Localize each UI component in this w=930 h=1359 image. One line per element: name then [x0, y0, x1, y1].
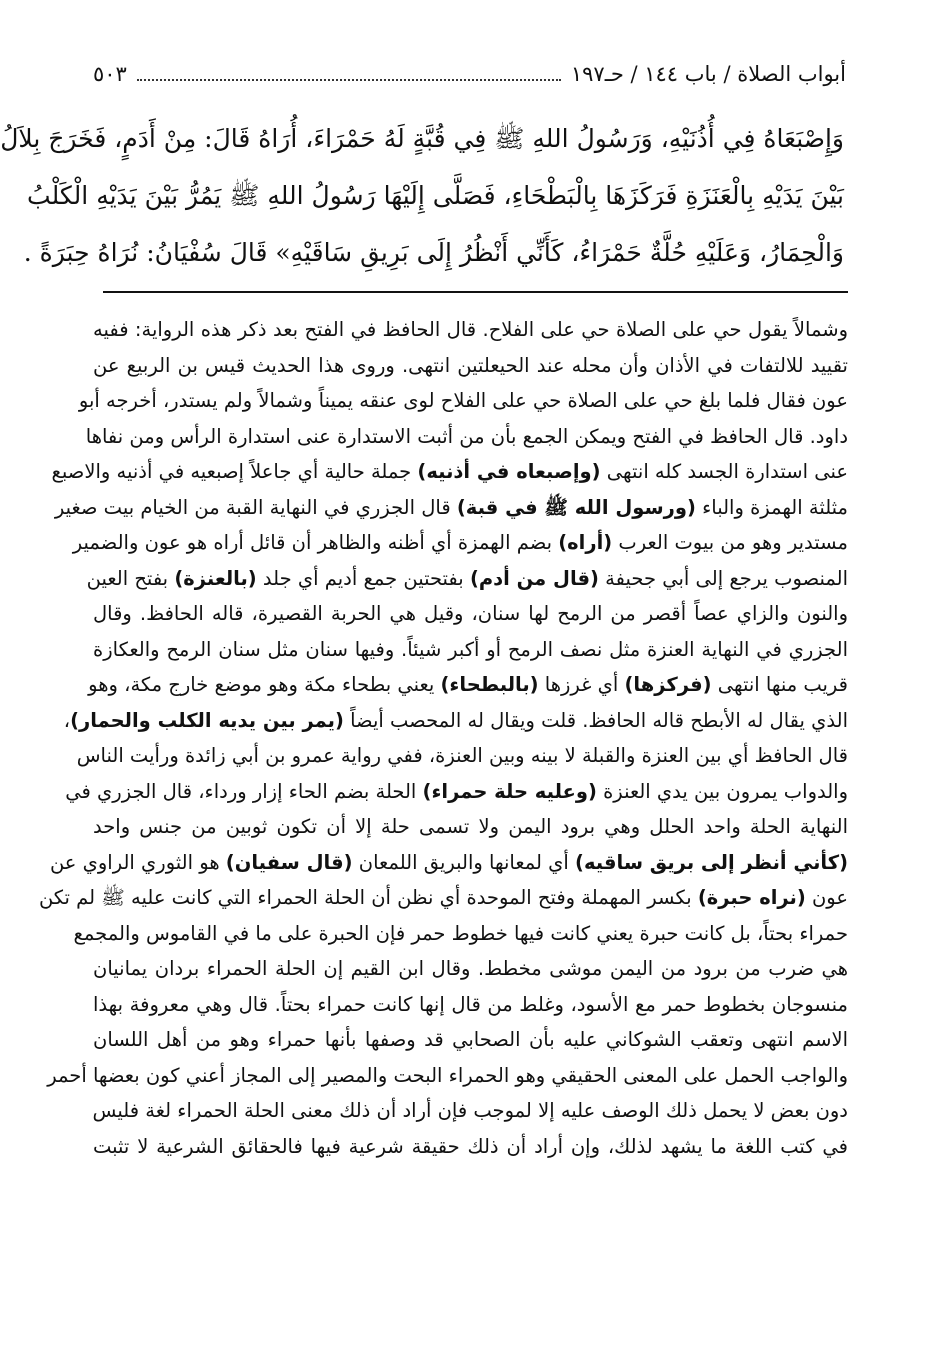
- commentary-segment: بفتح العين: [86, 566, 175, 590]
- commentary-segment: عنى استدارة الجسد كله انتهى: [600, 460, 848, 483]
- commentary-segment: دون بعض لا يحمل ذلك الوصف عليه إلا لموجب فإن أراد أن ذلك معنى الحلة الحمراء لغة فليس: [92, 1099, 848, 1122]
- commentary-segment: بفتحتين جمع أديم أي جلد: [256, 566, 470, 590]
- commentary-segment: هو الثوري الراوي عن: [49, 850, 226, 874]
- commentary-line: [93, 596, 848, 632]
- hadith-line: بَيْنَ يَدَيْهِ بِالْعَنَزَةِ فَرَكَزَهَا بِالْبَطْحَاءِ، فَصَلَّى إِلَيْهَا رَسُولُ اللهِ ﷺ يَمُرُّ بَيْنَ يَدَيْهِ الْكَلْبُ: [27, 181, 844, 210]
- commentary-line: [73, 916, 848, 952]
- commentary-segment: عون: [805, 886, 848, 909]
- commentary-segment: قريب منها انتهى: [711, 673, 848, 696]
- hadith-line: وَإِصْبَعَاهُ فِي أُذُنَيْهِ، وَرَسُولُ اللهِ ﷺ فِي قُبَّةٍ لَهُ حَمْرَاءَ، أُرَاهُ قَالَ: مِنْ أَدَمٍ، فَخَرَجَ بِلاَلُ: [0, 124, 844, 153]
- commentary-segment: قال الحافظ أي بين العنزة والقبلة لا بينه وبين العنزة، ففي رواية عمرو بن أبي زائدة ورأيت الناس: [76, 744, 848, 767]
- commentary-segment: داود. قال الحافظ في الفتح ويمكن الجمع بأن من أثبت الاستدارة عنى استدارة الرأس ومن نفاها: [85, 424, 848, 448]
- commentary-segment: منسوجان بخطوط حمر مع الأسود، وغلط من قال إنها كانت حمراء بحتاً. قال وهي معروفة بهذا: [93, 992, 848, 1016]
- quoted-phrase: (بالعنزة): [174, 566, 257, 590]
- commentary-segment: ،: [63, 708, 71, 732]
- commentary-segment: بكسر المهملة وفتح الموحدة أي نظن أن الحلة الحمراء التي كانت عليه ﷺ لم تكن: [38, 886, 698, 909]
- commentary-segment: مستدير وهو من بيوت العرب: [612, 531, 848, 554]
- commentary-segment: أي لمعانها والبريق اللمعان: [352, 850, 576, 874]
- commentary-line: [65, 774, 848, 810]
- commentary-line: [72, 525, 848, 561]
- commentary-line: [86, 561, 848, 597]
- commentary-line: [93, 1129, 848, 1165]
- commentary-line: [93, 951, 848, 987]
- commentary-line: [38, 880, 848, 916]
- commentary-segment: مثلثة الهمزة والباء: [695, 495, 848, 519]
- commentary-segment: يعني بطحاء مكة وهو موضع خارج مكة، وهو: [88, 673, 441, 696]
- commentary-line: [78, 383, 848, 419]
- commentary-segment: الجزري في النهاية العنزة مثل نصف الرمح أو أكبر شيئاً. وفيها سنان مثل سنان الرمح والعكازة: [93, 637, 848, 661]
- commentary-segment: بضم الهمزة أي أظنه والظاهر أن قائل أراه هو عون والضمير: [72, 531, 559, 554]
- commentary-segment: النهاية الحلة واحد الحلل وهي برود اليمن ولا تسمى حلة إلا أن تكون ثوبين من جنس واحد: [93, 815, 848, 838]
- quoted-phrase: (وإصبعاه في أذنيه): [417, 460, 601, 483]
- commentary-line: [93, 312, 848, 348]
- commentary-line: [85, 419, 848, 455]
- commentary-segment: جملة حالية أي جاعلاً إصبعيه في أذنيه والاصبع: [51, 460, 418, 483]
- commentary-segment: الحلة بضم الحاء إزار ورداء، قال الجزري في: [65, 779, 423, 803]
- commentary-line: [88, 667, 848, 703]
- page-number: ٥٠٣: [93, 62, 127, 86]
- commentary-segment: وشمالاً يقول حي على الصلاة حي على الفلاح. قال الحافظ في الفتح بعد ذكر هذه الرواية: ففيه: [93, 318, 848, 341]
- commentary-segment: تقييد للالتفات في الأذان وأن محله عند الحيعلتين انتهى. وروى هذا الحديث قيس بن الربيع عن: [93, 353, 848, 377]
- commentary-segment: والواجب الحمل على المعنى الحقيقي وهو الحمراء البحت والمصير إلى المجاز أعني كون بعضها أحمر: [47, 1063, 848, 1087]
- commentary-line: [54, 490, 848, 526]
- commentary-line: [47, 1058, 848, 1094]
- commentary-line: [49, 845, 848, 881]
- header-dotted-leader: [137, 65, 561, 81]
- hadith-text: [0, 110, 844, 281]
- running-header: [93, 62, 846, 92]
- commentary-segment: الاسم انتهى وتعقب الشوكاني عليه بأن الصحابي قد وصفها بأنها حمراء وهو من أهل اللسان: [93, 1028, 848, 1051]
- commentary-line: [93, 348, 848, 384]
- commentary-line: [93, 632, 848, 668]
- quoted-phrase: (فركزها): [624, 673, 712, 696]
- quoted-phrase: (كأني أنظر إلى بريق ساقيه): [575, 850, 848, 874]
- quoted-phrase: (قال من أدم): [469, 566, 599, 590]
- quoted-phrase: (وعليه حلة حمراء): [422, 779, 597, 803]
- quoted-phrase: (قال سفيان): [225, 850, 353, 874]
- quoted-phrase: (بالبطحاء): [440, 673, 539, 696]
- commentary-line: [93, 987, 848, 1023]
- quoted-phrase: (يمر بين يديه الكلب والحمار): [70, 708, 344, 732]
- commentary-line: [51, 454, 848, 490]
- commentary-segment: هي ضرب من برود من اليمن موشى مخطط. وقال ابن القيم إن الحلة الحمراء بردان يمانيان: [93, 957, 848, 980]
- commentary-line: [93, 1022, 848, 1058]
- commentary-segment: حمراء بحتاً، بل كانت حبرة يعني كانت فيها خطوط حمر فإن الحبرة على ما في القاموس والمجمع: [73, 921, 848, 945]
- commentary-segment: والنون والزاي عصاً أقصر من الرمح لها سنان، وقيل هي الحربة القصيرة، قاله الحافظ. وقال: [93, 602, 848, 625]
- commentary-line: [93, 809, 848, 845]
- commentary-segment: المنصوب يرجع إلى أبي جحيفة: [598, 566, 848, 590]
- commentary-segment: عون فقال فلما بلغ حي على الصلاة حي على الفلاح لوى عنقه يميناً وشمالاً ولم يستدر، أخرجه أبو: [78, 389, 848, 412]
- commentary-line: [93, 1093, 848, 1129]
- commentary-segment: قال الجزري في النهاية القبة من الخيام بيت صغير: [54, 495, 457, 519]
- header-title: أبواب الصلاة / باب ١٤٤ / حـ١٩٧: [570, 62, 846, 86]
- quoted-phrase: (ورسول الله ﷺ في قبة): [456, 495, 696, 519]
- commentary-text: [38, 312, 848, 1164]
- commentary-line: [63, 703, 848, 739]
- quoted-phrase: (نراه حبرة): [697, 886, 806, 909]
- footnote-separator-rule: [103, 291, 848, 293]
- commentary-segment: الذي يقال له الأبطح قاله الحافظ. قلت ويقال له المحصب أيضاً: [343, 708, 848, 732]
- quoted-phrase: (أراه): [558, 531, 613, 554]
- commentary-segment: في كتب اللغة ما يشهد لذلك، وإن أراد أن ذلك حقيقة شرعية فيها فالحقائق الشرعية لا تثبت: [93, 1134, 848, 1158]
- commentary-segment: والدواب يمرون بين يدي العنزة: [596, 779, 848, 803]
- commentary-segment: أي غرزها: [538, 673, 625, 696]
- hadith-line: وَالْحِمَارُ، وَعَلَيْهِ حُلَّةٌ حَمْرَاءُ، كَأَنِّي أَنْظُرُ إِلَى بَرِيقِ سَاقَيْهِ» قَالَ سُفْيَانُ: نُرَاهُ حِبَرَةً .: [23, 238, 844, 267]
- commentary-line: [76, 738, 848, 774]
